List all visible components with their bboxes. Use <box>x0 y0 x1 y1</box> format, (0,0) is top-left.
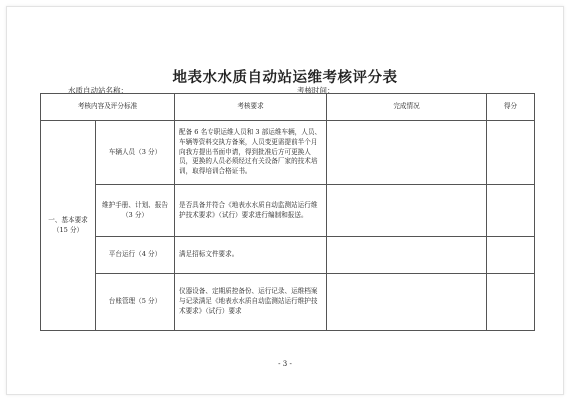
item-cell <box>96 274 175 331</box>
category-label: 一、基本要求 <box>48 215 88 224</box>
header-completion: 完成情况 <box>327 94 487 121</box>
station-name-label: 水质自动站名称： <box>68 86 128 95</box>
item-cell <box>96 185 175 237</box>
item-cell <box>96 237 175 274</box>
item-label: 平台运行（4 分） <box>108 250 162 259</box>
category-cell <box>41 121 96 331</box>
header-requirement: 考核要求 <box>175 94 327 121</box>
header-row <box>41 94 535 121</box>
table-row <box>41 274 535 331</box>
page-number: - 3 - <box>278 360 292 368</box>
item-cell <box>96 121 175 185</box>
score-cell[interactable] <box>487 185 535 237</box>
table-row <box>41 185 535 237</box>
score-cell[interactable] <box>487 274 535 331</box>
completion-cell[interactable] <box>327 185 487 237</box>
completion-cell[interactable] <box>327 237 487 274</box>
item-label: 台账管理（5 分） <box>108 297 162 306</box>
table-row <box>41 121 535 185</box>
requirement-cell: 仪器设备、定期质控备份、运行记录、运维档案与记录满足《地表水水质自动监测站运行维护技术要求》（试行）要求 <box>175 274 327 331</box>
item-points: （3 分） <box>121 210 149 219</box>
review-time-label: 考核时间： <box>297 86 335 95</box>
score-cell[interactable] <box>487 121 535 185</box>
category-points: （15 分） <box>52 225 84 234</box>
requirement-cell: 配备 6 名专职运维人员和 3 部运维车辆，人员、车辆等资料交执方备案，人员变更需提前半个月向我方提出书面申请，得到批准后方可更换人员，更换的人员必须经过有关设备厂家的技术培训，取得培训合格证书。 <box>175 121 327 185</box>
header-content: 考核内容及评分标准 <box>41 94 175 121</box>
item-label: 维护手册、计划、报告 <box>102 200 168 209</box>
table-row <box>41 237 535 274</box>
completion-cell[interactable] <box>327 274 487 331</box>
completion-cell[interactable] <box>327 121 487 185</box>
item-label: 车辆人员（3 分） <box>108 147 162 156</box>
review-table <box>40 93 535 331</box>
document-title: 地表水水质自动站运维考核评分表 <box>172 69 398 86</box>
requirement-cell: 满足招标文件要求。 <box>175 237 327 274</box>
header-score: 得分 <box>487 94 535 121</box>
score-cell[interactable] <box>487 237 535 274</box>
requirement-cell: 是否具备并符合《地表水水质自动监测站运行维护技术要求》（试行）要求进行编制和报送。 <box>175 185 327 237</box>
